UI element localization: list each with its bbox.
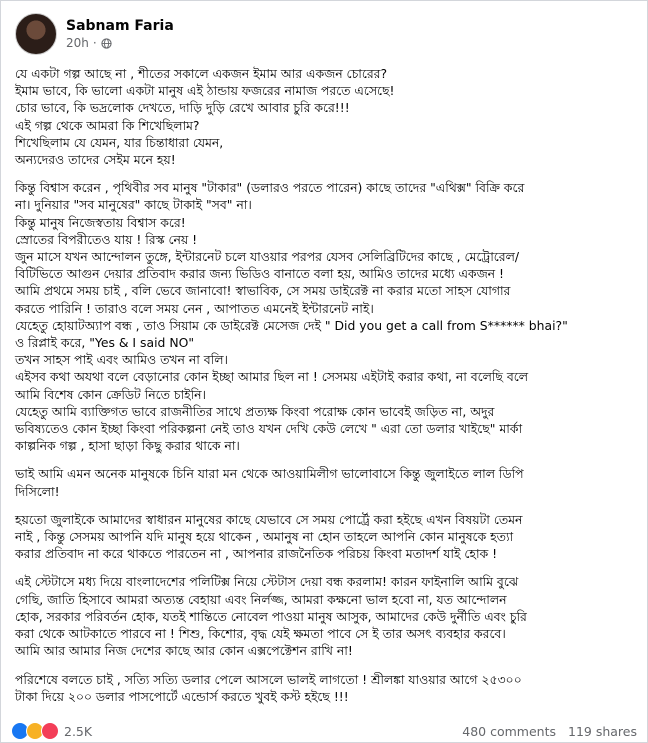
post-body xyxy=(15,65,637,716)
comments-count[interactable]: 480 comments xyxy=(462,723,556,739)
post-text-line: যেহেতু হোয়াটঅ্যাপ বন্ধ , তাও সিয়াম কে ডাইরেক্ট মেসেজ দেই " Did you get a call from S****** bhai?" xyxy=(15,317,568,333)
post-text-line: যেহেতু আমি ব্যাক্তিগত ভাবে রাজনীতির সাথে প্রত্যক্ষ কিংবা পরোক্ষ কোন ভাবেই জড়িত না, অদুর xyxy=(15,403,495,419)
post-text-line: হয়তো জুলাইকে আমাদের স্বাধারন মানুষের কাছে যেভাবে সে সময় পোর্ট্রে করা হইছে এখন বিষয়টা তেমন xyxy=(15,511,523,527)
post-text-line: নাই , কিন্তু সেসময় আপনি যদি মানুষ হয়ে থাকেন , অমানুষ না হোন তাহলে আপনি কোন মানুষকে হত্যা xyxy=(15,529,514,545)
post-text-line: এই স্টেটাসে মধ্য দিয়ে বাংলাদেশের পলিটিক্স নিয়ে স্টেটাস দেয়া বন্ধ করলাম! কারন ফাইনালি আমি বুঝে xyxy=(15,574,519,590)
love-icon xyxy=(41,722,59,740)
post-text-line: করতে পারিনি ! তারাও বলে সময় নেন , আপাতত এমনেই ইন্টারনেট নাই। xyxy=(15,300,374,316)
post-text-line: ও রিপ্লাই করে, "Yes & I said NO" xyxy=(15,335,195,351)
post-text-line: তখন সাহস পাই এবং আমিও তখন না বলি। xyxy=(15,352,228,368)
post-meta xyxy=(66,17,174,51)
author-name[interactable]: Sabnam Faria xyxy=(66,18,174,34)
post-text-line: করার প্রতিবাদ না করে থাকতে পারতেন না , আপনার রাজনৈতিক পরিচয় কিংবা মতাদর্শ যাই হোক ! xyxy=(15,546,498,562)
post-text-line: এই গল্প থেকে আমরা কি শিখেছিলাম? xyxy=(15,117,200,133)
reaction-summary[interactable] xyxy=(11,722,92,740)
reaction-count: 2.5K xyxy=(64,723,93,739)
post-header xyxy=(15,13,174,55)
shares-count[interactable]: 119 shares xyxy=(568,723,637,739)
post-paragraph xyxy=(15,573,637,659)
post-text-line: কিন্তু মানুষ নিজেস্বতায় বিশ্বাস করে! xyxy=(15,214,186,230)
post-text-line: শিখেছিলাম যে যেমন, যার চিন্তাধারা যেমন, xyxy=(15,134,224,150)
post-text-line: টাকা দিয়ে ২০০ ডলার পাসপোর্টে এন্ডোর্স করতে খুবই কস্ট হইছে !!! xyxy=(15,688,349,704)
post-paragraph xyxy=(15,65,637,168)
post-text-line: দিসিলো! xyxy=(15,483,60,499)
post-subline xyxy=(66,35,174,51)
post-text-line: আমি প্রথমে সময় চাই , বলি ভেবে জানাবো! স্বাভাবিক, সে সময় ডাইরেক্ট না করার মতো সাহস যোগার xyxy=(15,283,511,299)
post-text-line: অন্যদেরও তাদের সেইম মনে হয়! xyxy=(15,152,176,168)
post-text-line: চোর ভাবে, কি ভদ্রলোক দেখতে, দাড়ি দুড়ি রেখে আবার চুরি করে!!! xyxy=(15,100,350,116)
post-text-line: কাল্পনিক গল্প , হাসা ছাড়া কিছু করার থাকে না। xyxy=(15,438,240,454)
post-text-line: হোক, সরকার পরিবর্তন হোক, যতই শান্তিতে নোবেল পাওয়া মানুষ আসুক, আমাদের কেউ দুর্নীতি এবং চুরি xyxy=(15,608,527,624)
post-text-line: ইমাম ভাবে, কি ভালো একটা মানুষ এই ঠান্ডায় ফজরের নামাজ পরতে এসেছে! xyxy=(15,83,395,99)
post-text-line: ভবিষ্যতেও কোন ইচ্ছা কিংবা পরিকল্পনা নেই তাও যখন দেখি কেউ লেখে " এরা তো ডলার খাইছে" মার্কা xyxy=(15,421,523,437)
globe-icon xyxy=(101,38,112,49)
post-time[interactable]: 20h xyxy=(66,36,89,50)
post-paragraph xyxy=(15,465,637,499)
post-text-line: পরিশেষে বলতে চাই , সত্যি সত্যি ডলার পেলে আসলে ভালই লাগতো ! শ্রীলঙ্কা যাওয়ার আগে ২৫৩০০ xyxy=(15,671,522,687)
post-text-line: না। দুনিয়ার "সব মানুষের" কাছে টাকাই "সব" না। xyxy=(15,197,252,213)
post-text-line: ভাই আমি এমন অনেক মানুষকে চিনি যারা মন থেকে আওয়ামিলীগ ভালোবাসে কিন্তু জুলাইতে লাল ডিপি xyxy=(15,466,524,482)
post-text-line: করা থেকে আটকাতে পারবে না ! শিশু, কিশোর, বৃদ্ধ যেই ক্ষমতা পাবে সে ই তার অসৎ ব্যবহার করবে। xyxy=(15,626,506,642)
separator-dot: · xyxy=(92,36,97,50)
post-text-line: জুন মাসে যখন আন্দোলন তুঙ্গে, ইন্টারনেট চলে যাওয়ার পরপর যেসব সেলিব্রিটিদের কাছে , মেট্রোরেল/ xyxy=(15,249,520,265)
post-paragraph xyxy=(15,671,637,705)
post-text-line: যে একটা গল্প আছে না , শীতের সকালে একজন ইমাম আর একজন চোরের? xyxy=(15,66,388,81)
post-text-line: কিন্তু বিশ্বাস করেন , পৃথিবীর সব মানুষ "টাকার" (ডলারও পরতে পারেন) কাছে তাদের "এথিক্স" বিক্রি করে xyxy=(15,180,525,196)
post-text-line: স্রোতের বিপরীতেও যায় ! রিস্ক নেয় ! xyxy=(15,231,198,247)
post-text-line: গেছি, জাতি হিসাবে আমরা অত্যন্ত বেহায়া এবং নির্লজ্জ, আমরা কক্ষনো ভাল হবো না, যত আন্দোলন xyxy=(15,591,507,607)
post-footer xyxy=(11,721,637,741)
post-text-line: বিটিভিতে আগুন দেয়ার প্রতিবাদ করার জন্য ভিডিও বানাতে বলা হয়, আমিও তাদের মধ্যে একজন ! xyxy=(15,266,504,282)
post-text-line: এইসব কথা অযথা বলে বেড়ানোর কোন ইচ্ছা আমার ছিল না ! সেসময় এইটাই করার কথা, না বলেছি বলে xyxy=(15,369,528,385)
post-paragraph xyxy=(15,179,637,454)
post-text-line: আমি বিশেষ কোন ক্রেডিট নিতে চাইনি। xyxy=(15,386,206,402)
post-text-line: আমি আর আমার নিজ দেশের কাছে আর কোন এক্সপেক্টেশন রাখি না! xyxy=(15,643,353,659)
avatar[interactable] xyxy=(15,13,57,55)
post-paragraph xyxy=(15,511,637,563)
